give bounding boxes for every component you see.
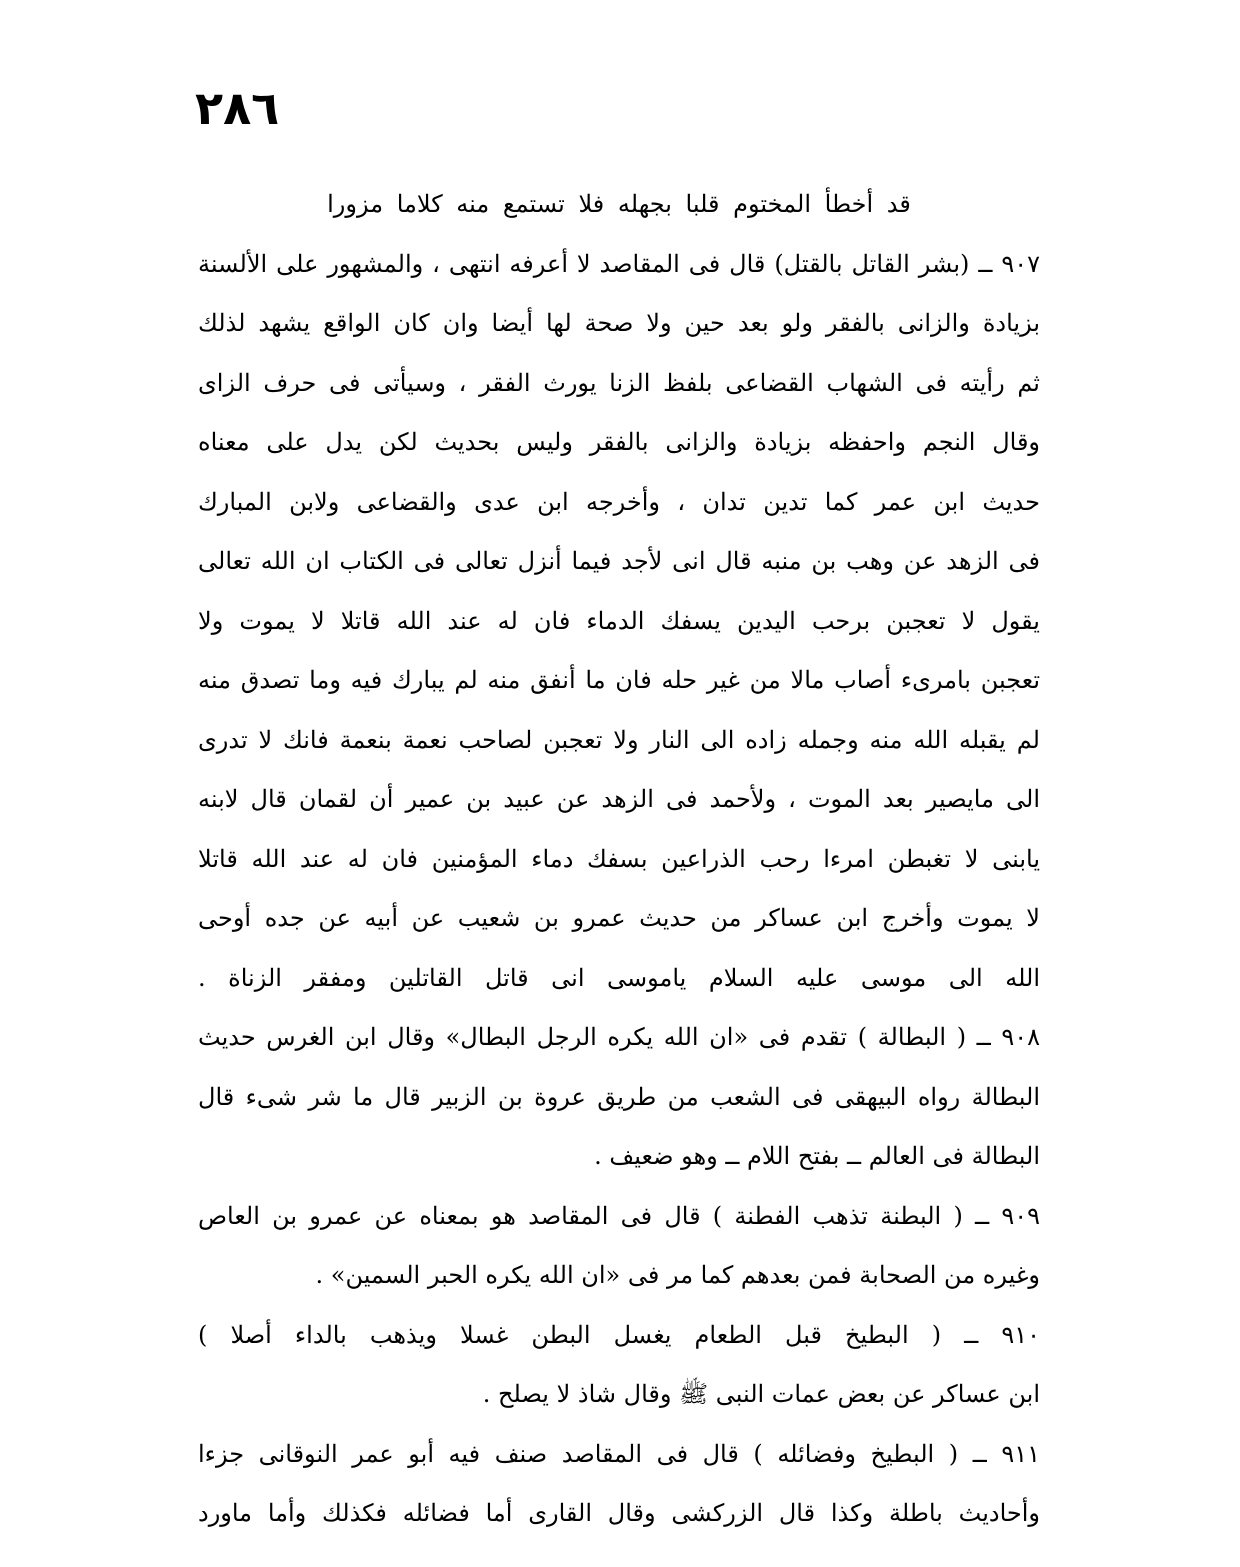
text-line: تعجبن بامرىء أصاب مالا من غير حله فان ما أنفق منه لم يبارك فيه وما تصدق منه xyxy=(198,666,1040,694)
text-line: يابنى لا تغبطن امرءا رحب الذراعين بسفك دماء المؤمنين فان له عند الله قاتلا xyxy=(198,844,1040,873)
text-line: يقول لا تعجبن برحب اليدين يسفك الدماء فان له عند الله قاتلا لا يموت ولا xyxy=(198,606,1040,635)
text-line: ٩١١ ــ ( البطيخ وفضائله ) قال فى المقاصد صنف فيه أبو عمر النوقانى جزءا xyxy=(198,1439,1040,1468)
text-line: وقال النجم واحفظه بزيادة والزانى بالفقر وليس بحديث لكن يدل على معناه xyxy=(198,428,1040,456)
page-body xyxy=(198,175,1040,1544)
text-line: ٩٠٧ ــ (بشر القاتل بالقتل) قال فى المقاصد لا أعرفه انتهى ، والمشهور على الألسنة xyxy=(198,249,1040,278)
page-number: ٢٨٦ xyxy=(195,81,280,135)
text-line: لم يقبله الله منه وجمله زاده الى النار ولا تعجبن لصاحب نعمة بنعمة فانك لا تدرى xyxy=(198,725,1040,754)
text-line: ثم رأيته فى الشهاب القضاعى بلفظ الزنا يورث الفقر ، وسيأتى فى حرف الزاى xyxy=(198,368,1040,397)
text-line: الى مايصير بعد الموت ، ولأحمد فى الزهد عن عبيد بن عمير أن لقمان قال لابنه xyxy=(198,785,1040,813)
verse-line: قد أخطأ المختوم قلبا بجهله فلا تستمع منه كلاما مزورا xyxy=(327,190,911,218)
text-line: البطالة رواه البيهقى فى الشعب من طريق عروة بن الزبير قال ما شر شىء قال xyxy=(198,1082,1040,1111)
text-line: ٩٠٩ ــ ( البطنة تذهب الفطنة ) قال فى المقاصد هو بمعناه عن عمرو بن العاص xyxy=(198,1201,1040,1230)
text-line: لا يموت وأخرج ابن عساكر من حديث عمرو بن شعيب عن أبيه عن جده أوحى xyxy=(198,904,1040,932)
text-line: ٩٠٨ ــ ( البطالة ) تقدم فى «ان الله يكره الرجل البطال» وقال ابن الغرس حديث xyxy=(198,1023,1040,1051)
text-line: وغيره من الصحابة فمن بعدهم كما مر فى «ان الله يكره الحبر السمين» . xyxy=(315,1261,1040,1289)
text-line: ٩١٠ ــ ( البطيخ قبل الطعام يغسل البطن غسلا ويذهب بالداء أصلا ) xyxy=(198,1320,1040,1349)
text-line: البطالة فى العالم ــ بفتح اللام ــ وهو ضعيف . xyxy=(594,1142,1040,1170)
text-line: وأحاديث باطلة وكذا قال الزركشى وقال القارى أما فضائله فكذلك وأما ماورد xyxy=(198,1499,1040,1527)
text-line: ابن عساكر عن بعض عمات النبى ﷺ وقال شاذ لا يصلح . xyxy=(482,1380,1040,1408)
text-line: الله الى موسى عليه السلام ياموسى انى قاتل القاتلين ومفقر الزناة . xyxy=(198,963,1040,992)
text-line: بزيادة والزانى بالفقر ولو بعد حين ولا صحة لها أيضا وان كان الواقع يشهد لذلك xyxy=(198,309,1040,337)
text-line: حديث ابن عمر كما تدين تدان ، وأخرجه ابن عدى والقضاعى ولابن المبارك xyxy=(198,487,1040,516)
text-line: فى الزهد عن وهب بن منبه قال انى لأجد فيما أنزل تعالى فى الكتاب ان الله تعالى xyxy=(198,547,1040,575)
